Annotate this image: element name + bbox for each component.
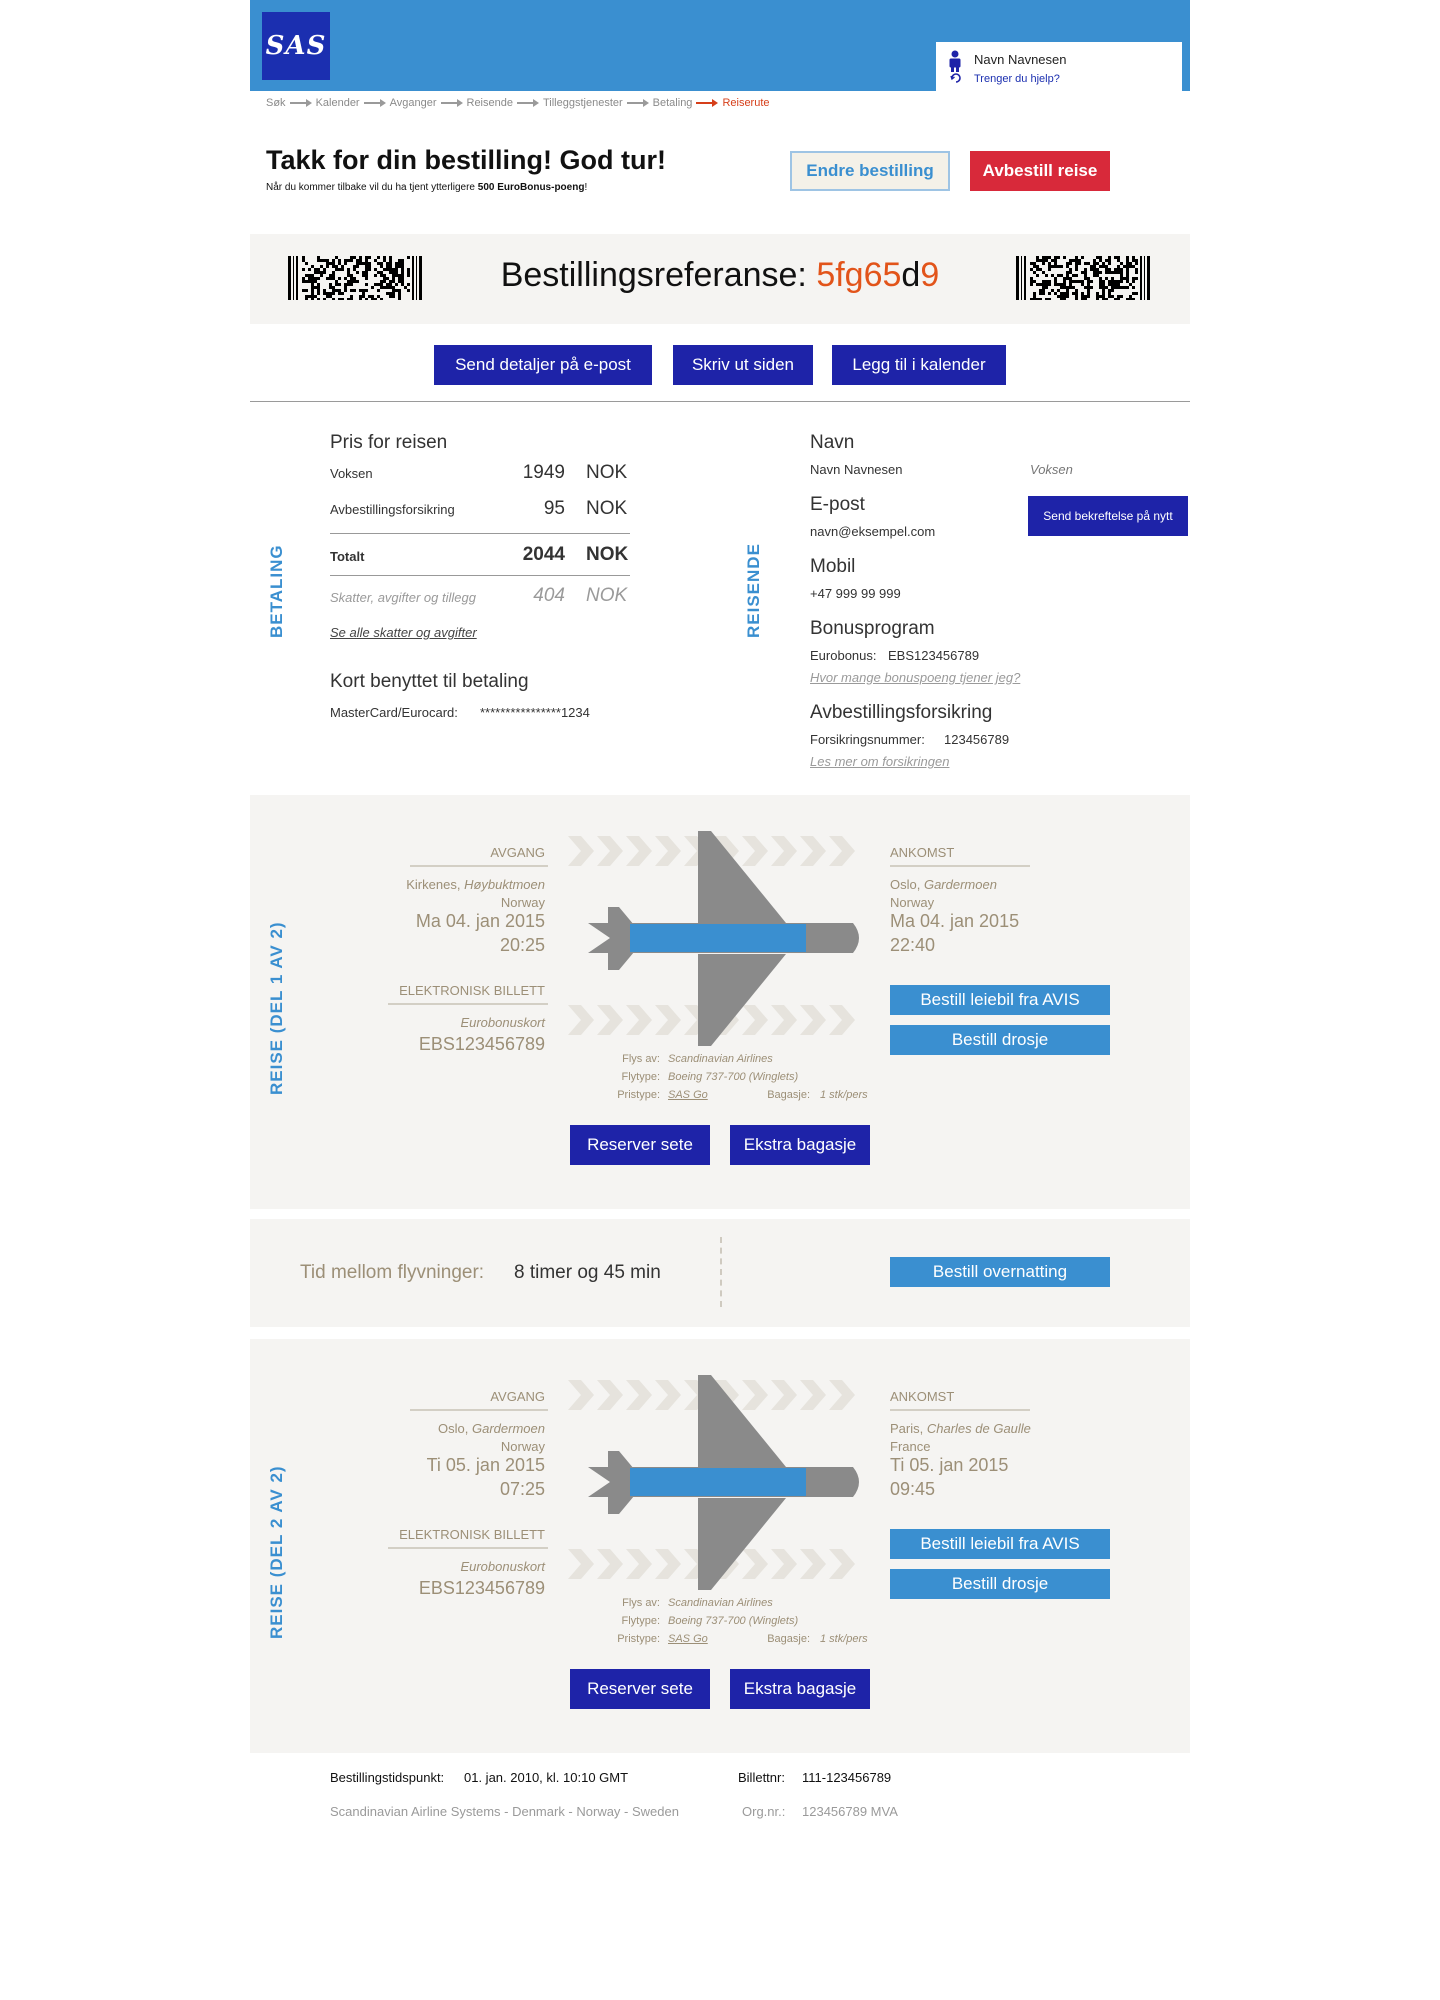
book-taxi-button[interactable]: Bestill drosje: [890, 1025, 1110, 1055]
departure-title: AVGANG: [490, 845, 545, 860]
total-label: Totalt: [330, 549, 365, 564]
booking-reference-code: [816, 256, 939, 294]
operated-by-label: Flys av:: [622, 1597, 660, 1609]
arrival-time: 22:40: [890, 935, 936, 955]
baggage-label: Bagasje:: [767, 1633, 810, 1645]
price-row-currency: NOK: [586, 498, 628, 519]
org-number-value: 123456789 MVA: [802, 1804, 898, 1819]
e-ticket-card-label: Eurobonuskort: [460, 1559, 545, 1574]
card-title: Kort benyttet til betaling: [330, 671, 529, 692]
ticket-number-label: Billettnr:: [738, 1770, 785, 1785]
breadcrumb-arrow-icon: [627, 99, 649, 107]
breadcrumb-step-avganger[interactable]: Avganger: [389, 97, 437, 109]
price-row-label: Avbestillingsforsikring: [330, 502, 455, 517]
ticket-number-value: 111-123456789: [802, 1770, 892, 1785]
leg-section-label: REISE (DEL 1 AV 2): [267, 921, 286, 1095]
departure-country: Norway: [500, 1439, 545, 1454]
arrival-location: [890, 1421, 1031, 1436]
departure-underline: [410, 1409, 548, 1411]
breadcrumb-step-tilleggstjenester[interactable]: Tilleggstjenester: [542, 97, 623, 109]
departure-date: Ma 04. jan 2015: [415, 911, 545, 931]
extra-baggage-button[interactable]: Ekstra bagasje: [730, 1125, 870, 1165]
booked-time-value: 01. jan. 2010, kl. 10:10 GMT: [464, 1770, 629, 1785]
help-link[interactable]: Trenger du hjelp?: [974, 73, 1060, 85]
breadcrumb-step-kalender[interactable]: Kalender: [315, 97, 360, 109]
sas-logo[interactable]: SAS: [262, 12, 330, 80]
booking-confirmation-page: [250, 0, 1190, 2000]
price-row-currency: NOK: [586, 462, 628, 483]
bonus-note-text: Når du kommer tilbake vil du ha tjent ytterligere: [266, 182, 478, 193]
arrival-title: ANKOMST: [890, 845, 955, 860]
user-name[interactable]: Navn Navnesen: [974, 52, 1067, 67]
reserve-seat-button[interactable]: Reserver sete: [570, 1669, 710, 1709]
departure-city: Oslo,: [438, 1421, 469, 1436]
bonus-value: EBS123456789: [888, 648, 980, 663]
breadcrumb-step-reisende[interactable]: Reisende: [466, 97, 513, 109]
extra-baggage-button[interactable]: Ekstra bagasje: [730, 1669, 870, 1709]
e-ticket-title: ELEKTRONISK BILLETT: [399, 1527, 545, 1542]
traveler-section-label: REISENDE: [744, 543, 763, 638]
leg-section-label: REISE (DEL 2 AV 2): [267, 1465, 286, 1639]
barcode-icon: [1016, 256, 1152, 300]
email-title: E-post: [810, 494, 865, 515]
breadcrumb-arrow-icon: [441, 99, 463, 107]
departure-city: Kirkenes,: [406, 877, 461, 892]
e-ticket-underline: [388, 1547, 548, 1549]
journey-leg-1: [250, 795, 1190, 1209]
bonus-points-note: [266, 182, 587, 193]
fare-type-link[interactable]: SAS Go: [668, 1089, 708, 1101]
fare-type-link[interactable]: SAS Go: [668, 1633, 708, 1645]
ref-code-part: d: [901, 256, 921, 294]
departure-location: [345, 1421, 545, 1436]
arrival-airport: Charles de Gaulle: [926, 1421, 1031, 1436]
bonus-title: Bonusprogram: [810, 618, 935, 639]
e-ticket-card-label: Eurobonuskort: [460, 1015, 545, 1030]
name-title: Navn: [810, 432, 855, 453]
aircraft-label: Flytype:: [621, 1615, 660, 1627]
arrival-country: Norway: [890, 895, 935, 910]
total-currency: NOK: [586, 544, 629, 565]
departure-date: Ti 05. jan 2015: [426, 1455, 545, 1475]
arrival-country: France: [890, 1439, 931, 1454]
baggage-value: 1 stk/pers: [820, 1089, 868, 1101]
resend-confirmation-button[interactable]: Send bekreftelse på nytt: [1028, 496, 1188, 536]
departure-time: 20:25: [499, 935, 545, 955]
arrival-city: Paris,: [890, 1421, 924, 1436]
price-title: Pris for reisen: [330, 432, 448, 453]
breadcrumb-step-betaling[interactable]: Betaling: [652, 97, 693, 109]
fare-type-label: Pristype:: [617, 1089, 660, 1101]
breadcrumb-arrow-icon: [290, 99, 312, 107]
add-to-calendar-button[interactable]: Legg til i kalender: [832, 345, 1006, 385]
e-ticket-title: ELEKTRONISK BILLETT: [399, 983, 545, 998]
traveler-name: Navn Navnesen: [810, 462, 903, 477]
bonus-note-points: 500 EuroBonus-poeng: [477, 182, 585, 193]
passenger-type: Voksen: [1030, 462, 1073, 477]
price-divider: [330, 533, 630, 534]
card-number: ****************1234: [480, 705, 590, 720]
bonus-note-end: !: [584, 182, 588, 193]
site-header: [250, 0, 1190, 91]
all-taxes-link[interactable]: Se alle skatter og avgifter: [330, 625, 477, 640]
insurance-label: Forsikringsnummer:: [810, 732, 925, 747]
taxes-amount: 404: [533, 585, 565, 606]
layover-label: Tid mellom flyvninger:: [300, 1262, 485, 1283]
bonus-points-link[interactable]: Hvor mange bonuspoeng tjener jeg?: [810, 670, 1021, 685]
page-title: Takk for din bestilling! God tur!: [266, 145, 666, 175]
total-amount: 2044: [522, 544, 565, 565]
airplane-icon: [588, 831, 863, 1046]
print-page-button[interactable]: Skriv ut siden: [673, 345, 813, 385]
arrival-airport: Gardermoen: [923, 877, 997, 892]
arrival-date: Ti 05. jan 2015: [890, 1455, 1009, 1475]
arrival-underline: [890, 1409, 1030, 1411]
insurance-link[interactable]: Les mer om forsikringen: [810, 754, 950, 769]
help-icon[interactable]: [950, 72, 962, 84]
departure-location: [345, 877, 545, 892]
change-booking-button[interactable]: Endre bestilling: [790, 151, 950, 191]
booking-reference-label: Bestillingsreferanse:: [500, 256, 807, 294]
user-box: [934, 40, 1184, 91]
aircraft-value: Boeing 737-700 (Winglets): [668, 1615, 799, 1627]
aircraft-value: Boeing 737-700 (Winglets): [668, 1071, 799, 1083]
bonus-label: Eurobonus:: [810, 648, 877, 663]
arrival-underline: [890, 865, 1030, 867]
arrival-title: ANKOMST: [890, 1389, 955, 1404]
book-taxi-button[interactable]: Bestill drosje: [890, 1569, 1110, 1599]
departure-airport: Gardermoen: [472, 1421, 545, 1436]
breadcrumb: [266, 95, 770, 111]
operated-by-value: Scandinavian Airlines: [668, 1053, 773, 1065]
cancel-trip-button[interactable]: Avbestill reise: [970, 151, 1110, 191]
taxes-currency: NOK: [586, 585, 628, 606]
airplane-icon: [588, 1375, 863, 1590]
layover-panel: [250, 1219, 1190, 1327]
departure-time: 07:25: [499, 1479, 545, 1499]
ref-code-part: 9: [920, 256, 940, 294]
insurance-title: Avbestillingsforsikring: [810, 702, 993, 723]
price-divider: [330, 575, 630, 576]
booking-reference-bar: [250, 234, 1190, 324]
section-divider: [250, 401, 1190, 402]
user-icon: [948, 50, 962, 72]
baggage-label: Bagasje:: [767, 1089, 810, 1101]
journey-leg-2: [250, 1339, 1190, 1753]
breadcrumb-arrow-icon: [696, 99, 718, 107]
company-info: Scandinavian Airline Systems - Denmark - Norway - Sweden: [330, 1804, 679, 1819]
book-rental-car-button[interactable]: Bestill leiebil fra AVIS: [890, 1529, 1110, 1559]
org-number-label: Org.nr.:: [742, 1804, 786, 1819]
departure-airport: Høybuktmoen: [464, 877, 545, 892]
departure-title: AVGANG: [490, 1389, 545, 1404]
arrival-date: Ma 04. jan 2015: [890, 911, 1020, 931]
email-details-button[interactable]: Send detaljer på e-post: [434, 345, 652, 385]
price-row-amount: 1949: [522, 462, 565, 483]
layover-duration: 8 timer og 45 min: [514, 1262, 661, 1283]
book-hotel-button[interactable]: Bestill overnatting: [890, 1257, 1110, 1287]
taxes-label: Skatter, avgifter og tillegg: [330, 590, 476, 605]
departure-underline: [410, 865, 548, 867]
layover-divider: [720, 1237, 722, 1307]
booked-time-label: Bestillingstidspunkt:: [330, 1770, 445, 1785]
ref-code-part: 65: [863, 256, 902, 294]
breadcrumb-step-reiserute: Reiserute: [722, 97, 770, 109]
operated-by-label: Flys av:: [622, 1053, 660, 1065]
e-ticket-underline: [388, 1003, 548, 1005]
fare-type-label: Pristype:: [617, 1633, 660, 1645]
aircraft-label: Flytype:: [621, 1071, 660, 1083]
payment-section-label: BETALING: [267, 544, 286, 638]
card-type: MasterCard/Eurocard:: [330, 705, 458, 720]
e-ticket-number: EBS123456789: [418, 1578, 545, 1598]
operated-by-value: Scandinavian Airlines: [668, 1597, 773, 1609]
price-row-label: Voksen: [330, 466, 373, 481]
baggage-value: 1 stk/pers: [820, 1633, 868, 1645]
traveler-mobile: +47 999 99 999: [810, 586, 901, 601]
reserve-seat-button[interactable]: Reserver sete: [570, 1125, 710, 1165]
breadcrumb-arrow-icon: [364, 99, 386, 107]
departure-country: Norway: [500, 895, 545, 910]
mobile-title: Mobil: [810, 556, 856, 577]
breadcrumb-step-sok[interactable]: Søk: [266, 97, 286, 109]
e-ticket-number: EBS123456789: [418, 1034, 545, 1054]
insurance-value: 123456789: [944, 732, 1010, 747]
breadcrumb-arrow-icon: [517, 99, 539, 107]
traveler-email: navn@eksempel.com: [810, 524, 936, 539]
arrival-time: 09:45: [890, 1479, 936, 1499]
arrival-city: Oslo,: [890, 877, 921, 892]
book-rental-car-button[interactable]: Bestill leiebil fra AVIS: [890, 985, 1110, 1015]
arrival-location: [890, 877, 997, 892]
ref-code-part: 5fg: [816, 256, 864, 294]
price-row-amount: 95: [543, 498, 565, 519]
